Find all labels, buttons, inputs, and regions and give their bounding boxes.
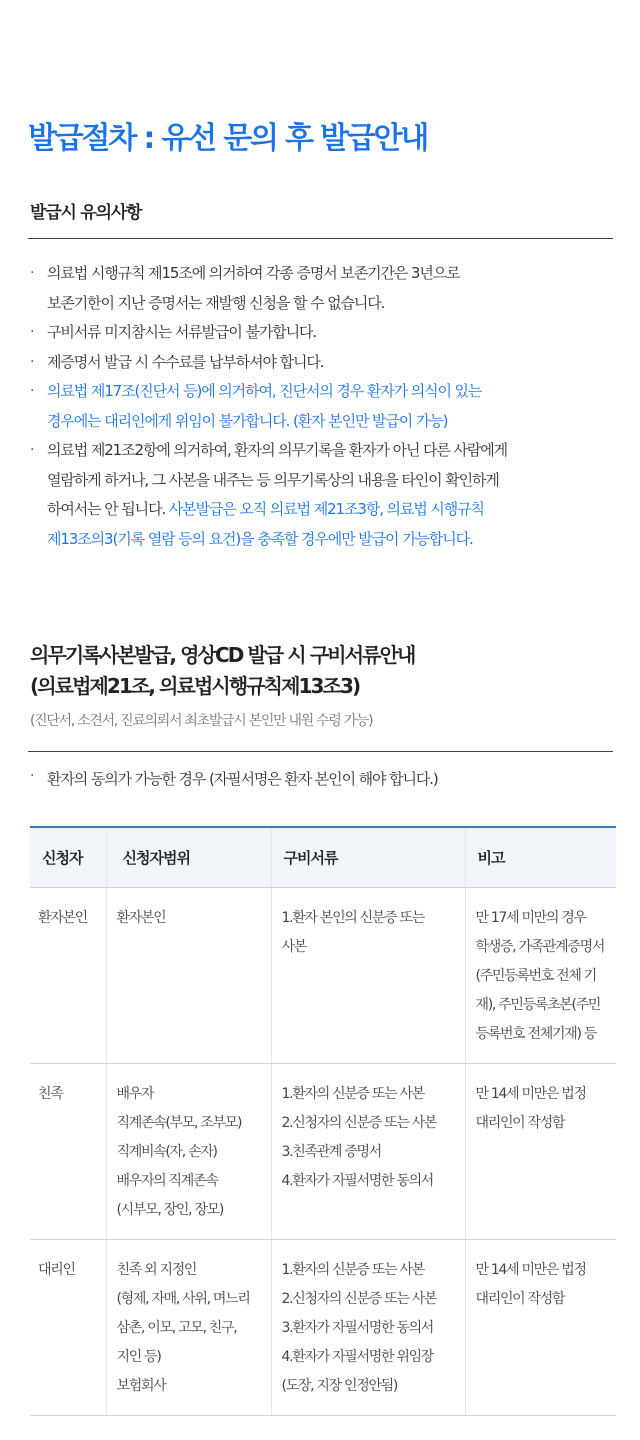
scope-line: 지인 등) (116, 1348, 161, 1365)
note-text: 열람하게 하거나, 그 사본을 내주는 등 의무기록상의 내용을 타인이 확인하게 (47, 470, 499, 489)
remark-cell (465, 1239, 616, 1415)
page-title: 발급절차 : 유선 문의 후 발급안내 (28, 121, 428, 156)
doc-line: 2.신청자의 신분증 또는 사본 (281, 1114, 437, 1131)
scope-line: 삼촌, 이모, 고모, 친구, (116, 1319, 237, 1336)
doc-line: 1.환자의 신분증 또는 사본 (281, 1261, 424, 1278)
note-item (30, 436, 620, 554)
notes-list (30, 259, 620, 554)
table-row (30, 1239, 616, 1415)
note-text: 의료법 제17조(진단서 등)에 의거하여, 진단서의 경우 환자가 의식이 있는 (47, 382, 482, 400)
note-item (30, 348, 620, 378)
section-heading-documents (30, 640, 414, 702)
divider (28, 751, 613, 752)
note-text: 의료법 제21조2항에 의거하여, 환자의 의무기록을 환자가 아닌 다른 사람에게 (47, 441, 508, 459)
divider (28, 238, 613, 239)
scope-line: 직계비속(자, 손자) (116, 1143, 217, 1160)
remark-line: 만 14세 미만은 법정 (475, 1085, 586, 1102)
remark-cell (465, 887, 616, 1063)
scope-line: (형제, 자매, 사위, 며느리 (116, 1290, 250, 1307)
bullet-icon: · (30, 265, 34, 281)
table-row (30, 887, 616, 1063)
note-item (30, 259, 620, 318)
note-text-highlight: 사본발급은 오직 의료법 제21조3항, 의료법 시행규칙 (168, 500, 484, 518)
section-heading-line: 의무기록사본발급, 영상CD 발급 시 구비서류안내 (30, 643, 415, 667)
doc-line: 4.환자가 자필서명한 위임장 (281, 1348, 434, 1365)
column-header: 신청자 (30, 827, 106, 887)
column-header: 신청자범위 (106, 827, 271, 887)
remark-line: 대리인이 작성함 (475, 1290, 565, 1307)
note-text: 보존기한이 지난 증명서는 재발행 신청을 할 수 없습니다. (47, 293, 385, 312)
scope-line: 보험회사 (116, 1377, 166, 1394)
table-header-row (30, 827, 616, 887)
section-heading-notes: 발급시 유의사항 (30, 203, 142, 223)
scope-line: 배우자 (116, 1085, 154, 1102)
bullet-icon: · (30, 442, 34, 458)
doc-line: 1.환자의 신분증 또는 사본 (281, 1085, 424, 1102)
doc-line: 사본 (281, 938, 306, 955)
consent-note (30, 768, 438, 789)
doc-line: 3.환자가 자필서명한 동의서 (281, 1319, 434, 1336)
scope-line: 환자본인 (116, 909, 166, 926)
bullet-icon: · (30, 768, 34, 784)
note-text: 구비서류 미지참시는 서류발급이 불가합니다. (47, 323, 317, 341)
docs-cell (271, 1063, 465, 1239)
doc-line: 1.환자 본인의 신분증 또는 (281, 909, 424, 926)
scope-line: 친족 외 지정인 (116, 1261, 197, 1278)
section-heading-line: (의료법제21조, 의료법시행규칙제13조3) (30, 674, 360, 698)
bullet-icon: · (30, 324, 34, 340)
doc-line: (도장, 지장 인정안됨) (281, 1377, 398, 1394)
remark-line: 학생증, 가족관계증명서 (475, 938, 605, 955)
note-item (30, 318, 620, 348)
column-header: 구비서류 (271, 827, 465, 887)
column-header: 비고 (465, 827, 616, 887)
remark-line: 대리인이 작성함 (475, 1114, 565, 1131)
consent-text: 환자의 동의가 가능한 경우 (자필서명은 환자 본인이 해야 합니다.) (47, 770, 438, 788)
doc-line: 3.친족관계 증명서 (281, 1143, 381, 1160)
note-text: 제증명서 발급 시 수수료를 납부하셔야 합니다. (47, 352, 324, 371)
note-item-highlight (30, 377, 620, 436)
remark-cell (465, 1063, 616, 1239)
doc-line: 4.환자가 자필서명한 동의서 (281, 1172, 434, 1189)
remark-line: (주민등록번호 전체 기 (475, 967, 596, 984)
table-row (30, 1063, 616, 1239)
bullet-icon: · (30, 383, 34, 399)
remark-line: 재), 주민등록초본(주민 (475, 996, 601, 1013)
scope-cell (106, 1063, 271, 1239)
scope-cell (106, 1239, 271, 1415)
applicant-cell: 환자본인 (30, 887, 106, 1063)
scope-line: (시부모, 장인, 장모) (116, 1201, 223, 1218)
docs-cell (271, 1239, 465, 1415)
remark-line: 만 14세 미만은 법정 (475, 1261, 586, 1278)
note-text-highlight: 제13조의3(기록 열람 등의 요건)을 충족할 경우에만 발급이 가능합니다. (47, 529, 473, 548)
scope-line: 직계존속(부모, 조부모) (116, 1114, 242, 1131)
section-subnote: (진단서, 소견서, 진료의뢰서 최초발급시 본인만 내원 수령 가능) (30, 713, 373, 729)
note-text: 의료법 시행규칙 제15조에 의거하여 각종 증명서 보존기간은 3년으로 (47, 264, 460, 282)
applicant-cell: 대리인 (30, 1239, 106, 1415)
doc-line: 2.신청자의 신분증 또는 사본 (281, 1290, 437, 1307)
remark-line: 만 17세 미만의 경우 (475, 909, 586, 926)
note-text: 경우에는 대리인에게 위임이 불가합니다. (환자 본인만 발급이 가능) (47, 411, 448, 430)
required-documents-table (30, 826, 616, 1416)
docs-cell (271, 887, 465, 1063)
note-text: 하여서는 안 됩니다. (47, 500, 169, 518)
scope-cell (106, 887, 271, 1063)
applicant-cell: 친족 (30, 1063, 106, 1239)
remark-line: 등록번호 전체기재) 등 (475, 1025, 596, 1042)
bullet-icon: · (30, 353, 34, 370)
scope-line: 배우자의 직계존속 (116, 1172, 218, 1189)
